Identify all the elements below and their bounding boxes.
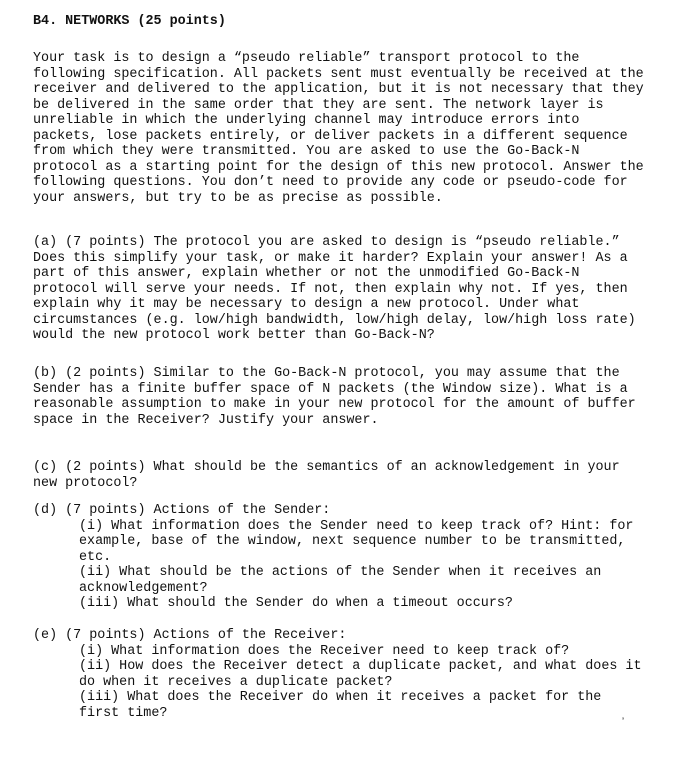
question-e-heading: (e) (7 points) Actions of the Receiver: <box>33 628 347 643</box>
question-a-line: would the new protocol work better than Go-Back-N? <box>33 328 435 343</box>
question-c <box>33 460 620 491</box>
question-d-item: acknowledgement? <box>79 580 208 596</box>
question-b-line: space in the Receiver? Justify your answer. <box>33 412 379 428</box>
question-b-line: (b) (2 points) Similar to the Go-Back-N protocol, you may assume that the <box>33 366 620 381</box>
intro-line: receiver and delivered to the application, but it is not necessary that they <box>33 82 644 97</box>
question-a-line: protocol will serve your needs. If not, then explain why not. If yes, then <box>33 281 628 297</box>
question-c-line: (c) (2 points) What should be the semantics of an acknowledgement in your <box>33 460 620 475</box>
intro-line: following questions. You don’t need to provide any code or pseudo-code for <box>33 175 628 190</box>
question-e-item: (iii) What does the Receiver do when it receives a packet for the <box>79 690 602 705</box>
question-e-item: do when it receives a duplicate packet? <box>79 674 393 690</box>
question-e-item: (i) What information does the Receiver need to keep track of? <box>79 643 570 659</box>
intro-line: following specification. All packets sent must eventually be received at the <box>33 66 644 82</box>
question-d-item: (i) What information does the Sender need to keep track of? Hint: for <box>79 518 634 534</box>
intro-line: unreliable in which the underlying channel may introduce errors into <box>33 113 580 128</box>
question-b-line: reasonable assumption to make in your new protocol for the amount of buffer <box>33 397 636 412</box>
intro-line: protocol as a starting point for the design of this new protocol. Answer the <box>33 159 644 175</box>
question-b-line: Sender has a finite buffer space of N packets (the Window size). What is a <box>33 381 628 397</box>
question-a-line: part of this answer, explain whether or not the unmodified Go-Back-N <box>33 266 580 281</box>
question-e-item: first time? <box>79 705 168 721</box>
question-a-line: explain why it may be necessary to design a new protocol. Under what <box>33 297 580 312</box>
question-d-item: example, base of the window, next sequence number to be transmitted, <box>79 534 626 549</box>
question-e-item: (ii) How does the Receiver detect a duplicate packet, and what does it <box>79 659 642 674</box>
section-title: B4. NETWORKS (25 points) <box>33 14 226 29</box>
intro-line: your answers, but try to be as precise as possible. <box>33 190 443 206</box>
question-c-line: new protocol? <box>33 475 138 491</box>
question-d-item: (iii) What should the Sender do when a timeout occurs? <box>79 596 513 611</box>
question-a-line: Does this simplify your task, or make it harder? Explain your answer! As a <box>33 250 628 266</box>
question-d-item: etc. <box>79 549 112 565</box>
intro-line: from which they were transmitted. You are asked to use the Go-Back-N <box>33 144 580 159</box>
question-a-line: (a) (7 points) The protocol you are asked to design is “pseudo reliable.” <box>33 235 620 250</box>
question-d-heading: (d) (7 points) Actions of the Sender: <box>33 503 331 518</box>
intro-line: packets, lose packets entirely, or deliver packets in a different sequence <box>33 128 628 144</box>
question-b <box>33 366 636 428</box>
question-d-item: (ii) What should be the actions of the Sender when it receives an <box>79 565 602 580</box>
stray-mark: ʼ <box>620 718 627 729</box>
intro-line: be delivered in the same order that they are sent. The network layer is <box>33 97 604 113</box>
question-e <box>33 628 642 721</box>
intro-line: Your task is to design a “pseudo reliable” transport protocol to the <box>33 51 580 66</box>
question-d <box>33 503 633 612</box>
question-a-line: circumstances (e.g. low/high bandwidth, low/high delay, low/high loss rate) <box>33 312 636 328</box>
intro-paragraph <box>33 51 644 206</box>
question-a <box>33 235 636 344</box>
